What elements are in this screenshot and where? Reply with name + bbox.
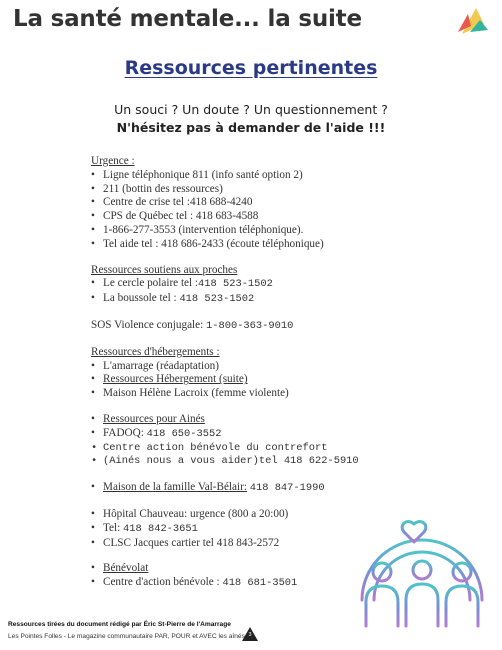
list-item: • Ressources Hébergement (suite) bbox=[91, 373, 471, 387]
page-number: 3 bbox=[248, 632, 252, 638]
list-item: • FADOQ: 418 650-3552 bbox=[91, 427, 471, 442]
list-item: • Le cercle polaire tel :418 523-1502 bbox=[91, 277, 471, 292]
resources-heading: Ressources pertinentes bbox=[124, 57, 378, 79]
list-item: • Maison de la famille Val-Bélair: 418 847-1990 bbox=[91, 481, 471, 496]
list-item: • Tel: 418 842-3651 bbox=[91, 522, 471, 537]
phone-number: 418 847-1990 bbox=[249, 482, 325, 495]
phone-number: 418 523-1502 bbox=[198, 278, 273, 291]
page-title: La santé mentale... la suite bbox=[13, 6, 362, 32]
section-hebergement bbox=[91, 346, 471, 401]
section-title: Urgence : bbox=[91, 155, 135, 167]
list-item: • CPS de Québec tel : 418 683-4588 bbox=[91, 210, 471, 224]
magazine-logo-icon bbox=[454, 6, 490, 36]
phone-number: 418 650-3552 bbox=[146, 427, 222, 440]
section-title: Ressources d'hébergements : bbox=[91, 345, 220, 358]
list-item: • Centre d'action bénévole : 418 681-3501 bbox=[91, 576, 471, 591]
list-item: • La boussole tel : 418 523-1502 bbox=[91, 292, 471, 307]
section-proches bbox=[91, 264, 471, 307]
list-item: • Centre de crise tel :418 688-4240 bbox=[91, 196, 471, 210]
list-item: • CLSC Jacques cartier tel 418 843-2572 bbox=[91, 537, 471, 551]
footer-magazine: Les Pointes Folles - Le magazine communautaire PAR, POUR et AVEC les aînés bbox=[8, 633, 245, 640]
phone-number: 1-800-363-9010 bbox=[206, 319, 294, 332]
intro-call-to-action: N'hésitez pas à demander de l'aide !!! bbox=[116, 120, 386, 135]
list-item: • Ligne téléphonique 811 (info santé option 2) bbox=[91, 169, 471, 183]
footer-source: Ressources tirées du document rédigé par Éric St-Pierre de l'Amarrage bbox=[8, 621, 231, 628]
section-title: • Ressources pour Ainés bbox=[91, 413, 471, 427]
section-title: • Bénévolat bbox=[91, 562, 471, 576]
sos-violence-line: SOS Violence conjugale: 1-800-363-9010 bbox=[91, 318, 294, 332]
section-urgence bbox=[91, 155, 471, 252]
list-item: • 1-866-277-3553 (intervention téléphonique). bbox=[91, 224, 471, 238]
list-item: • Hôpital Chauveau: urgence (800 a 20:00) bbox=[91, 508, 471, 522]
phone-number: 418 842-3651 bbox=[123, 522, 198, 535]
section-title: Ressources soutiens aux proches bbox=[91, 263, 238, 276]
section-aines bbox=[91, 413, 471, 469]
intro-question: Un souci ? Un doute ? Un questionnement ? bbox=[114, 102, 388, 117]
list-item: • 211 (bottin des ressources) bbox=[91, 183, 471, 197]
phone-number: 418 681-3501 bbox=[222, 577, 298, 590]
section-maison-famille bbox=[91, 481, 471, 496]
list-item: • Maison Hélène Lacroix (femme violente) bbox=[91, 387, 471, 401]
list-item: • (Ainés nous a vous aider)tel 418 622-5910 bbox=[91, 455, 471, 469]
list-item: • Centre action bénévole du contrefort bbox=[91, 442, 471, 456]
phone-number: 418 523-1502 bbox=[179, 293, 255, 306]
list-item: • L'amarrage (réadaptation) bbox=[91, 360, 471, 374]
community-people-heart-icon bbox=[352, 520, 492, 630]
list-item: • Tel aide tel : 418 686-2433 (écoute téléphonique) bbox=[91, 238, 471, 252]
